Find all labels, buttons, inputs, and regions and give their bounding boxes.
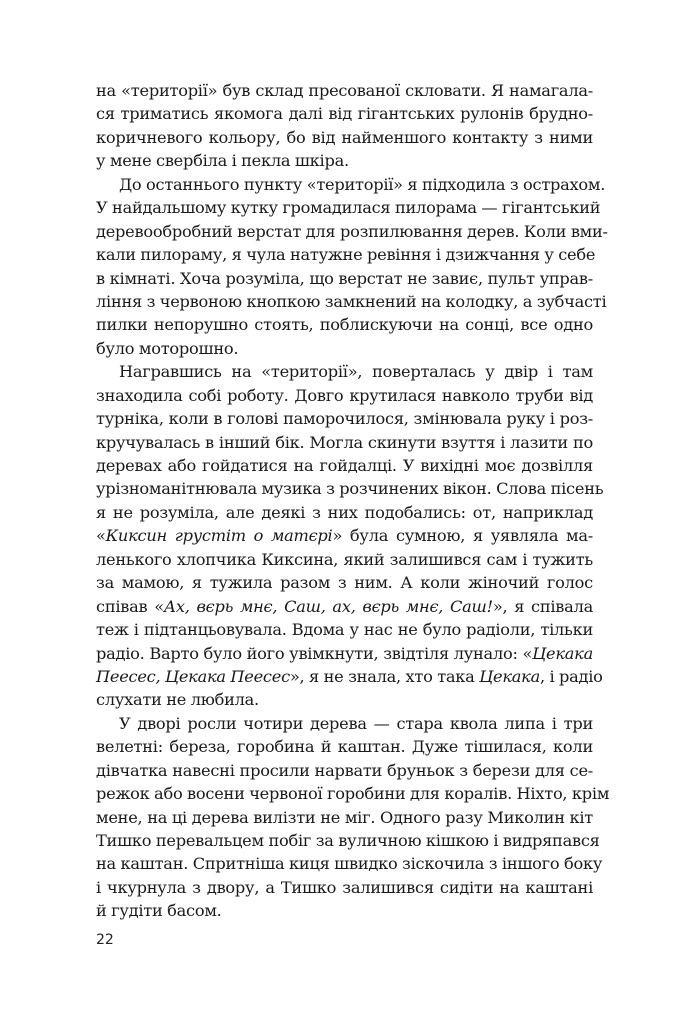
text-line: я не розуміла, але деякі з них подобались: от, наприклад <box>96 502 593 522</box>
text-line: на «території» був склад пресованої скловати. Я намагала- <box>96 81 593 100</box>
text-line: ся триматись якомога далі від гігантських рулонів брудно- <box>96 104 593 124</box>
paragraph <box>96 173 608 361</box>
text-line: в кімнаті. Хоча розуміла, що верстат не завиє, пульт управ- <box>96 268 593 288</box>
text-line: знаходила собі роботу. Довго крутилася навколо труби від <box>96 385 593 405</box>
text-line: ління з червоною кнопкою замкнений на колодку, а зубчасті <box>96 291 607 311</box>
text-line: було моторошно. <box>96 338 239 358</box>
text-line: на каштан. Спритніша киця швидко зіскочила з іншого боку <box>96 854 603 874</box>
paragraph <box>96 712 610 923</box>
text-line: До останнього пункту «території» я підходила з острахом. <box>119 174 606 194</box>
text-line: У дворі росли чотири дерева — стара квола липа і три <box>119 713 593 733</box>
text-line: кручувалась в інший бік. Могла скинути взуття і лазити по <box>96 432 593 452</box>
text-line: турніка, коли в голові паморочилося, змінювала руку і роз- <box>96 409 593 429</box>
text-line: велетні: береза, горобина й каштан. Дуже тішилася, коли <box>96 737 593 757</box>
text-line: кали пилораму, я чула натужне ревіння і дзижчання у себе <box>96 245 596 265</box>
text-line: Тишко перевальцем побіг за вуличною кішкою і видряпався <box>96 831 600 850</box>
text-line: і чкурнула з двору, а Тишко залишився сидіти на каштані <box>96 877 593 897</box>
text-line: й гудіти басом. <box>96 901 222 921</box>
text-line: «Киксин грустіт о матєрі» була сумною, я уявляла ма- <box>96 526 593 546</box>
text-line: слухати не любила. <box>96 690 259 710</box>
text-line: радіо. Варто було його увімкнути, звідтіля лунало: «Цекака <box>96 643 593 663</box>
text-line: деревах або гойдатися на гойдалці. У вихідні моє дозвілля <box>96 456 593 475</box>
text-line: співав «Ах, вєрь мнє, Саш, ах, вєрь мнє, Саш!», я співала <box>96 596 593 616</box>
text-line: Пеесес, Цекака Пеесес», я не знала, хто така Цекака, і радіо <box>96 666 603 686</box>
text-line: за мамою, я тужила разом з ним. А коли жіночий голос <box>96 573 593 593</box>
page-number: 22 <box>96 932 114 948</box>
text-line: режок або восени червоної горобини для коралів. Ніхто, крім <box>96 784 610 804</box>
text-line: коричневого кольору, бо від найменшого контакту з ними <box>96 127 593 147</box>
paragraph <box>96 360 604 712</box>
text-line: деревообробний верстат для розпилювання дерев. Коли вми- <box>96 221 608 241</box>
text-line: У найдальшому кутку громадилася пилорама — гігантський <box>96 198 601 218</box>
text-line: Награвшись на «території», поверталась у двір і там <box>119 362 593 382</box>
text-line: у мене свербіла і пекла шкіра. <box>96 151 349 171</box>
text-line: мене, на ці дерева вилізти не міг. Одного разу Миколин кіт <box>96 807 593 827</box>
text-line: теж і підтанцьовувала. Вдома у нас не було радіоли, тільки <box>96 620 593 640</box>
text-line: урізноманітнювала музика з розчинених вікон. Слова пісень <box>96 479 604 499</box>
text-line: ленького хлопчика Киксина, який залишився сам і тужить <box>96 549 593 569</box>
text-line: дівчатка навесні просили нарвати бруньок з берези для се- <box>96 760 593 780</box>
body-text <box>96 79 610 923</box>
paragraph <box>96 79 593 173</box>
text-line: пилки непорушно стоять, поблискуючи на сонці, все одно <box>96 315 593 335</box>
